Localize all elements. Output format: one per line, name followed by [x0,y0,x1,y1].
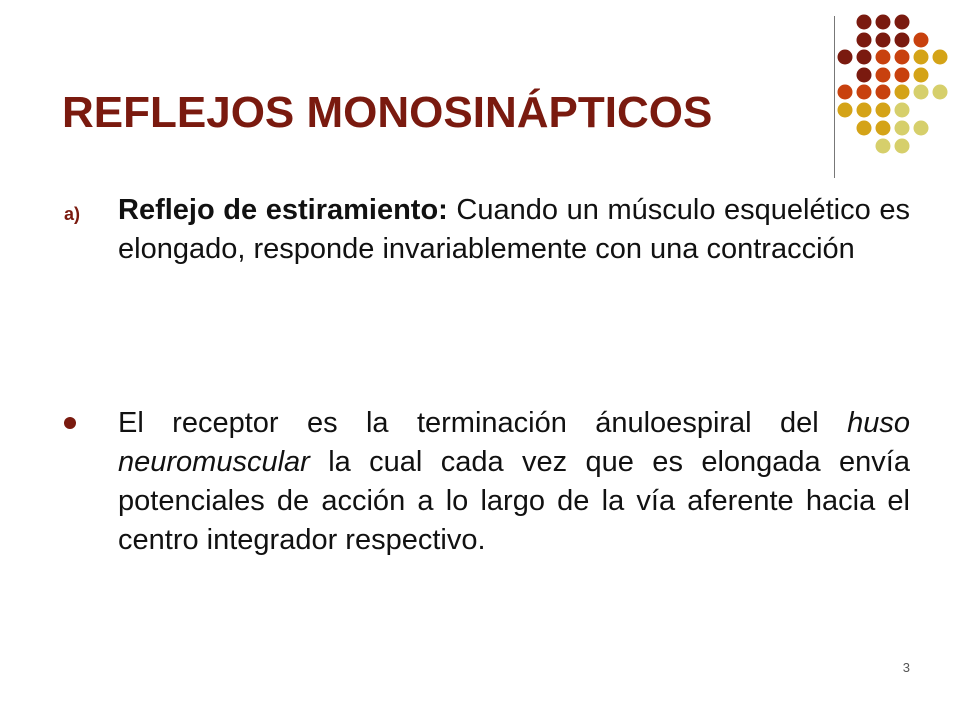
dot [914,50,929,65]
dot [895,139,910,154]
item-a-term: Reflejo de estiramiento: [118,194,448,226]
dot [914,85,929,100]
dot [895,68,910,83]
dot [895,121,910,136]
slide-title: REFLEJOS MONOSINÁPTICOS [62,88,713,137]
dot [914,121,929,136]
dot [895,50,910,65]
dot [895,15,910,30]
dot [895,33,910,48]
dot [857,103,872,118]
dot [857,15,872,30]
dot [838,85,853,100]
dot [914,68,929,83]
decorative-dot-grid [0,0,960,180]
dot [876,15,891,30]
item-a-text: Cuando un músculo esquelético es elongado, responde invariablemente con una contracción [118,194,910,265]
dot [933,50,948,65]
dot [857,121,872,136]
item-a-paragraph [118,191,910,269]
item-b-paragraph [118,404,910,560]
item-b-emphasis: huso neuromuscular [118,407,910,478]
dot [838,50,853,65]
dot [876,85,891,100]
item-b-text-before: El receptor es la terminación ánuloespiral del [118,407,848,439]
dot [876,50,891,65]
item-b-text-after: la cual cada vez que es elongada envía potenciales de acción a lo largo de la vía aferente hacia el centro integrador respectivo. [118,446,910,556]
dot [857,68,872,83]
dot [857,85,872,100]
dot [876,139,891,154]
dot [857,33,872,48]
dot [895,85,910,100]
dot [895,103,910,118]
dot [914,33,929,48]
bullet-dot-icon [64,417,76,429]
dot [933,85,948,100]
dot [838,103,853,118]
dot [876,68,891,83]
dot [876,33,891,48]
dot [876,121,891,136]
page-number: 3 [902,660,910,675]
dot [876,103,891,118]
dot [857,50,872,65]
list-marker-a: a) [64,204,81,224]
